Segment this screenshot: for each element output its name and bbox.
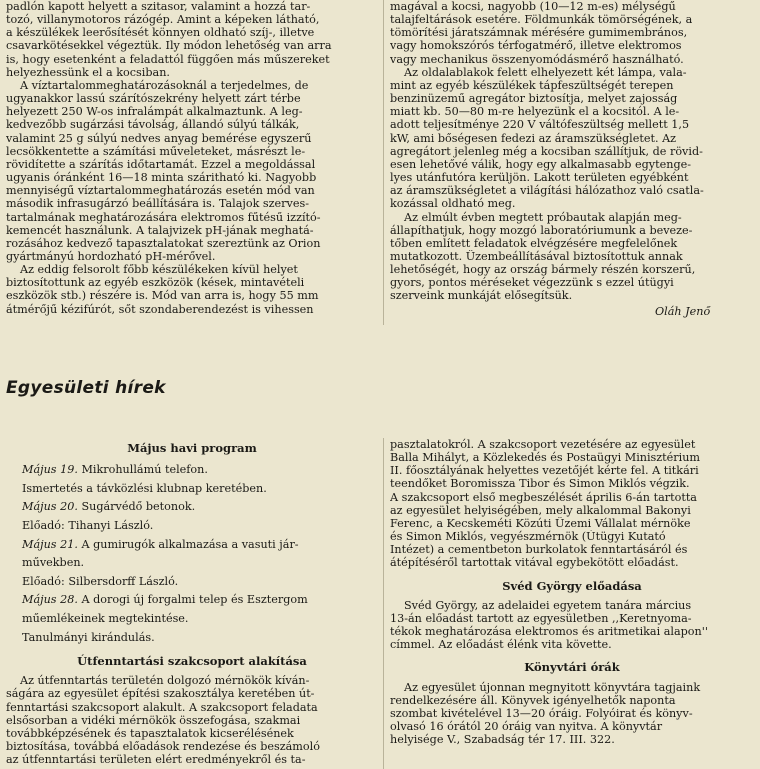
- text-line: lyes utánfutóra kerüljön. Lakott területen egyébként: [390, 171, 689, 185]
- text-line: A víztartalommeghatározásoknál a terjedelmes, de: [20, 78, 309, 92]
- text-line: Az elmúlt évben megtett próbautak alapján meg-: [404, 210, 682, 224]
- program-text: Ismertetés a távközlési klubnap keretében.: [22, 481, 267, 495]
- text-line: tékok meghatározása elektromos és aritmetikai alapon'': [390, 625, 708, 639]
- text-line: továbbképzésének és tapasztalatok kicserélésének: [6, 726, 294, 740]
- text-line: az útfenntartási területen elért eredményekről és ta-: [6, 753, 306, 767]
- text-line: talajfeltárások esetére. Földmunkák tömörségének, a: [390, 13, 693, 27]
- text-line: ugyanakkor lassú szárítószekrény helyett zárt térbe: [6, 92, 301, 106]
- text-line: magával a kocsi, nagyobb (10—12 m-es) mélységű: [390, 0, 676, 13]
- text-line: kedvezőbb sugárzási távolság, állandó súlyú tálkák,: [6, 118, 300, 132]
- column-divider-top: [383, 0, 384, 325]
- text-line: címmel. Az előadást élénk vita követte.: [390, 638, 612, 652]
- news-left-column: [6, 438, 378, 766]
- text-line: rövidítette a szárítás időtartamát. Ezzel a megoldással: [6, 157, 316, 171]
- text-line: Az oldalablakok felett elhelyezett két lámpa, vala-: [404, 65, 687, 79]
- text-line: pasztalatokról. A szakcsoport vezetésére az egyesület: [390, 438, 696, 451]
- text-line: átmérőjű kézifúrót, sőt szondaberendezést is vihessen: [6, 302, 314, 316]
- program-text: Előadó: Tihanyi László.: [22, 518, 154, 532]
- text-line: tartalmának meghatározására elektromos fűtésű izzító-: [6, 210, 321, 224]
- column-divider-bottom: [383, 438, 384, 769]
- article-continuation-left-column: [6, 0, 378, 316]
- program-date: Május 20.: [22, 500, 78, 514]
- text-line: elsősorban a vidéki mérnökök összefogása, szakmai: [6, 713, 301, 727]
- text-line: agregátort jelenleg még a kocsiban szállítjuk, de rövid-: [390, 144, 703, 158]
- text-line: kozással oldható meg.: [390, 197, 516, 211]
- szakcsoport-body: [6, 674, 378, 766]
- text-line: gyártmányú hordozható pH-mérővel.: [6, 249, 216, 263]
- szakcsoport-body-continued: [390, 438, 754, 570]
- program-date: Május 28.: [22, 593, 78, 607]
- text-line: vagy mechanikus összenyomódásmérő használható.: [390, 52, 684, 66]
- program-text: Sugárvédő betonok.: [81, 500, 196, 514]
- text-line: valamint 25 g súlyú nedves anyag bemérése egyszerű: [6, 131, 312, 145]
- program-item: [6, 536, 378, 555]
- text-line: tozó, villanymotoros rázógép. Amint a képeken látható,: [6, 13, 320, 27]
- text-line: állapíthatjuk, hogy mozgó laboratóriumunk a beveze-: [390, 223, 693, 237]
- program-title: Május havi program: [127, 441, 257, 455]
- program-text: műemlékeinek megtekintése.: [22, 611, 189, 625]
- text-line: olvasó 16 órától 20 óráig van nyitva. A könyvtár: [390, 719, 663, 733]
- program-date: Május 21.: [22, 537, 78, 551]
- szakcsoport-title: Útfenntartási szakcsoport alakítása: [77, 654, 307, 669]
- program-item: [6, 517, 378, 536]
- text-line: A szakcsoport első megbeszélését április 6-án tartotta: [390, 490, 697, 504]
- text-line: Az eddig felsorolt főbb készülékeken kívül helyet: [20, 263, 298, 277]
- program-item: [6, 573, 378, 592]
- text-line: mennyiségű víztartalommeghatározás esetén mód van: [6, 184, 315, 198]
- text-line: kW, ami bőségesen fedezi az áramszükségletet. Az: [390, 131, 677, 145]
- text-line: tömörítési járatszámnak mérésére gumimembrános,: [390, 26, 688, 40]
- program-text: A dorogi új forgalmi telep és Esztergom: [81, 593, 308, 607]
- article-continuation-right-column: [390, 0, 754, 303]
- text-line: miatt kb. 50—80 m-re helyezünk el a kocsitól. A le-: [390, 105, 680, 119]
- text-line: szerveink munkáját elősegítsük.: [390, 289, 573, 303]
- text-line: padlón kapott helyett a szitasor, valamint a hozzá tar-: [6, 0, 311, 13]
- text-line: Az útfenntartás területén dolgozó mérnökök kíván-: [20, 674, 310, 688]
- text-line: átépítéséről tartottak vitával egybekötött előadást.: [390, 556, 679, 570]
- text-line: mint az egyéb készülékek tápfeszültségét terepen: [390, 78, 674, 92]
- text-line: rozásához kedvező tapasztalatokat szereztünk az Orion: [6, 236, 321, 250]
- text-line: az egyesület helyiségében, mely alkalommal Bakonyi: [390, 503, 691, 517]
- text-line: biztosítottunk az egyéb eszközök (kések, mintavételi: [6, 276, 305, 290]
- section-title: Egyesületi hírek: [6, 378, 166, 398]
- text-line: a készülékek leerősítését könnyen oldható szíj-, illetve: [6, 26, 315, 40]
- text-line: is, hogy esetenként a feladattól függően más műszereket: [6, 52, 330, 66]
- text-line: II. főosztályának helyettes vezetőjét kérte fel. A titkári: [390, 464, 699, 478]
- text-line: Ferenc, a Kecskeméti Közúti Üzemi Vállalat mérnöke: [390, 516, 691, 530]
- text-line: tőben említett feladatok elvégzésére megfelelőnek: [390, 236, 678, 250]
- program-text: művekben.: [22, 556, 85, 570]
- text-line: helyisége V., Szabadság tér 17. III. 322.: [390, 733, 615, 747]
- text-line: benzinüzemű agregátor biztosítja, melyet zajosság: [390, 92, 678, 106]
- program-text: Tanulmányi kirándulás.: [22, 630, 155, 644]
- text-line: lecsökkentette a számítási műveleteket, másrészt le-: [6, 144, 306, 158]
- text-line: helyezett 250 W-os infralámpát alkalmaztunk. A leg-: [6, 105, 303, 119]
- text-line: mutatkozott. Üzembeállításával biztosítottuk annak: [390, 249, 683, 263]
- program-item: [6, 554, 378, 573]
- program-item: [6, 629, 378, 648]
- text-line: eszközök stb.) részére is. Mód van arra is, hogy 55 mm: [6, 289, 319, 303]
- program-item: [6, 610, 378, 629]
- program-text: Előadó: Silbersdorff László.: [22, 574, 179, 588]
- text-line: ugyanis óránként 16—18 minta száritható ki. Nagyobb: [6, 171, 317, 185]
- text-line: 13-án előadást tartott az egyesületben ,,Keretnyoma-: [390, 611, 692, 625]
- konyvtar-body: [390, 681, 754, 747]
- program-item: [6, 591, 378, 610]
- text-line: Balla Mihályt, a Közlekedés és Postaügyi Minisztérium: [390, 451, 701, 465]
- text-line: kemencét használunk. A talajvizek pH-jának meghatá-: [6, 223, 314, 237]
- konyvtar-title: Könyvtári órák: [524, 660, 620, 675]
- sved-title: Svéd György előadása: [502, 578, 642, 593]
- news-right-column: [390, 438, 754, 746]
- text-line: ságára az egyesület építési szakosztálya keretében út-: [6, 687, 315, 701]
- text-line: második infrasugárzó beállítására is. Talajok szerves-: [6, 197, 309, 211]
- text-line: csavarkötésekkel végeztük. Ily módon lehetőség van arra: [6, 39, 332, 53]
- sved-body: [390, 599, 754, 652]
- text-line: fenntartási szakcsoport alakult. A szakcsoport feladata: [6, 700, 318, 714]
- text-line: gyors, pontos méréseket végezzünk s ezzel útügyi: [390, 276, 674, 290]
- program-text: Mikrohullámú telefon.: [81, 463, 208, 477]
- text-line: vagy homokszórós térfogatmérő, illetve elektromos: [390, 39, 682, 53]
- text-line: az áramszükségletet a világítási hálózathoz való csatla-: [390, 184, 704, 198]
- author-signature: Oláh Jenő: [655, 305, 711, 318]
- text-line: biztosítása, továbbá előadások rendezése és beszámoló: [6, 740, 320, 754]
- text-line: lehetőségét, hogy az ország bármely részén korszerű,: [390, 263, 696, 277]
- text-line: Intézet) a cementbeton burkolatok fenntartásáról és: [390, 543, 688, 557]
- text-line: rendelkezésére áll. Könyvek igényelhetők naponta: [390, 693, 676, 707]
- text-line: esen lehetővé válik, hogy egy alkalmasabb egytenge-: [390, 157, 692, 171]
- program-list: [6, 461, 378, 647]
- text-line: helyezhessünk el a kocsiban.: [6, 65, 170, 79]
- program-date: Május 19.: [22, 463, 78, 477]
- text-line: Svéd György, az adelaidei egyetem tanára március: [404, 598, 692, 612]
- program-item: [6, 461, 378, 480]
- text-line: és Simon Miklós, vegyészmérnök (Útügyi Kutató: [390, 530, 666, 544]
- program-item: [6, 498, 378, 517]
- text-line: teendőket Boromissza Tibor és Simon Miklós végzik.: [390, 477, 690, 491]
- text-line: Az egyesület újonnan megnyitott könyvtára tagjaink: [404, 680, 701, 694]
- text-line: adott teljesítménye 220 V váltófeszültség mellett 1,5: [390, 118, 690, 132]
- text-line: szombat kivételével 13—20 óráig. Folyóirat és könyv-: [390, 706, 693, 720]
- program-item: [6, 480, 378, 499]
- program-text: A gumirugók alkalmazása a vasuti jár-: [81, 537, 299, 551]
